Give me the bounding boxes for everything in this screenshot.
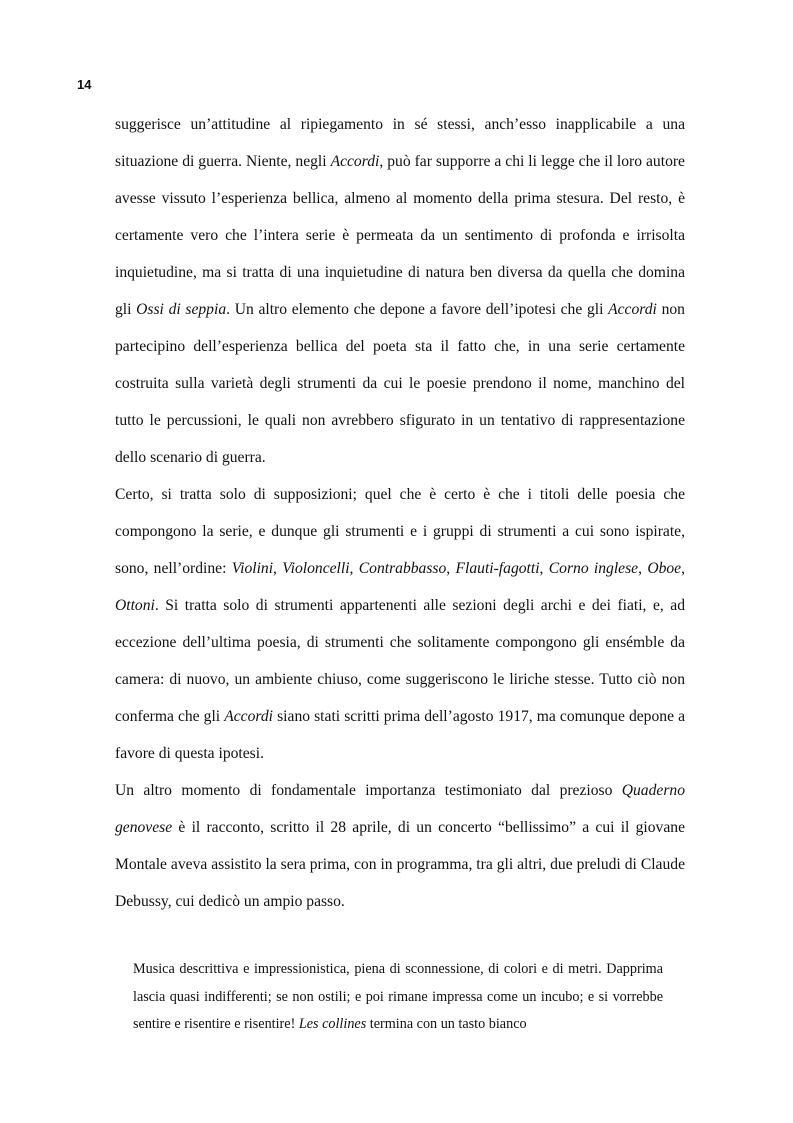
italic-title: Violoncelli (282, 560, 350, 577)
text-run: . Un altro elemento che depone a favore dell’ipotesi che gli (226, 301, 609, 318)
italic-title: Accordi (330, 153, 380, 170)
paragraph (115, 106, 685, 476)
italic-title: Ossi di seppia (136, 301, 227, 318)
text-run: , (539, 560, 549, 577)
text-run: non partecipino dell’esperienza bellica del poeta sta il fatto che, in una serie certamente costruita sulla varietà degli strumenti da cui le poesie prendono il nome, manchino del tutto le percussioni, le quali non avrebbero sfigurato in un tentativo di rappresentazione dello scenario di guerra. (115, 301, 685, 466)
text-run: termina con un tasto bianco (366, 1016, 527, 1032)
italic-title: Les collines (298, 1016, 367, 1032)
text-run: siano stati scritti prima dell’agosto 1917, ma comunque depone a favore di questa ipotesi. (115, 708, 685, 762)
italic-title: Contrabbasso (358, 560, 447, 577)
text-run: Musica descrittiva e impressionistica, piena di sconnessione, di colori e di metri. Dapprima lascia quasi indifferenti; se non ostili; e poi rimane impressa come un incubo; e si vorrebbe sentire e risentire e risentire! (133, 961, 663, 1032)
text-run: è il racconto, scritto il 28 aprile, di un concerto “bellissimo” a cui il giovane Montale aveva assistito la sera prima, con in programma, tra gli altri, due preludi di Claude Debussy, cui dedicò un ampio passo. (115, 819, 685, 910)
paragraph (115, 772, 685, 920)
text-run: Certo, si tratta solo di supposizioni; quel che è certo è che i titoli delle poesia che compongono la serie, e dunque gli strumenti e i gruppi di strumenti a cui sono ispirate, sono, nell’ordine: (115, 486, 685, 577)
text-run: . Si tratta solo di strumenti appartenenti alle sezioni degli archi e dei fiati, e, ad eccezione dell’ultima poesia, di strumenti che solitamente compongono gli ensémble da camera: di nuovo, un ambiente chiuso, come suggeriscono le liriche stesse. Tutto ciò non conferma che gli (115, 597, 685, 725)
italic-title: Accordi (224, 708, 274, 725)
text-run: , (273, 560, 283, 577)
italic-title: Corno inglese (548, 560, 639, 577)
text-run: , (349, 560, 359, 577)
italic-title: Accordi (608, 301, 657, 318)
italic-title: Quaderno genovese (115, 782, 685, 836)
text-run: Un altro momento di fondamentale importanza testimoniato dal prezioso (115, 782, 622, 799)
italic-title: Violini (231, 560, 274, 577)
text-run: , (681, 560, 686, 577)
text-run: , (638, 560, 648, 577)
page-number: 14 (77, 77, 92, 92)
text-run: suggerisce un’attitudine al ripiegamento in sé stessi, anch’esso inapplicabile a una situazione di guerra. Niente, negli (115, 116, 685, 170)
paragraph (115, 476, 685, 772)
block-quote (133, 956, 663, 1039)
italic-title: Oboe (647, 560, 682, 577)
text-run: , può far supporre a chi li legge che il loro autore avesse vissuto l’esperienza bellica, almeno al momento della prima stesura. Del resto, è certamente vero che l’intera serie è permeata da un sentimento di profonda e irrisolta inquietudine, ma si tratta di una inquietudine di natura ben diversa da quella che domina gli (115, 153, 685, 318)
quote-paragraph (133, 956, 663, 1039)
body-text (115, 106, 685, 920)
italic-title: Flauti-fagotti (455, 560, 540, 577)
text-run: , (446, 560, 456, 577)
italic-title: Ottoni (115, 597, 155, 614)
